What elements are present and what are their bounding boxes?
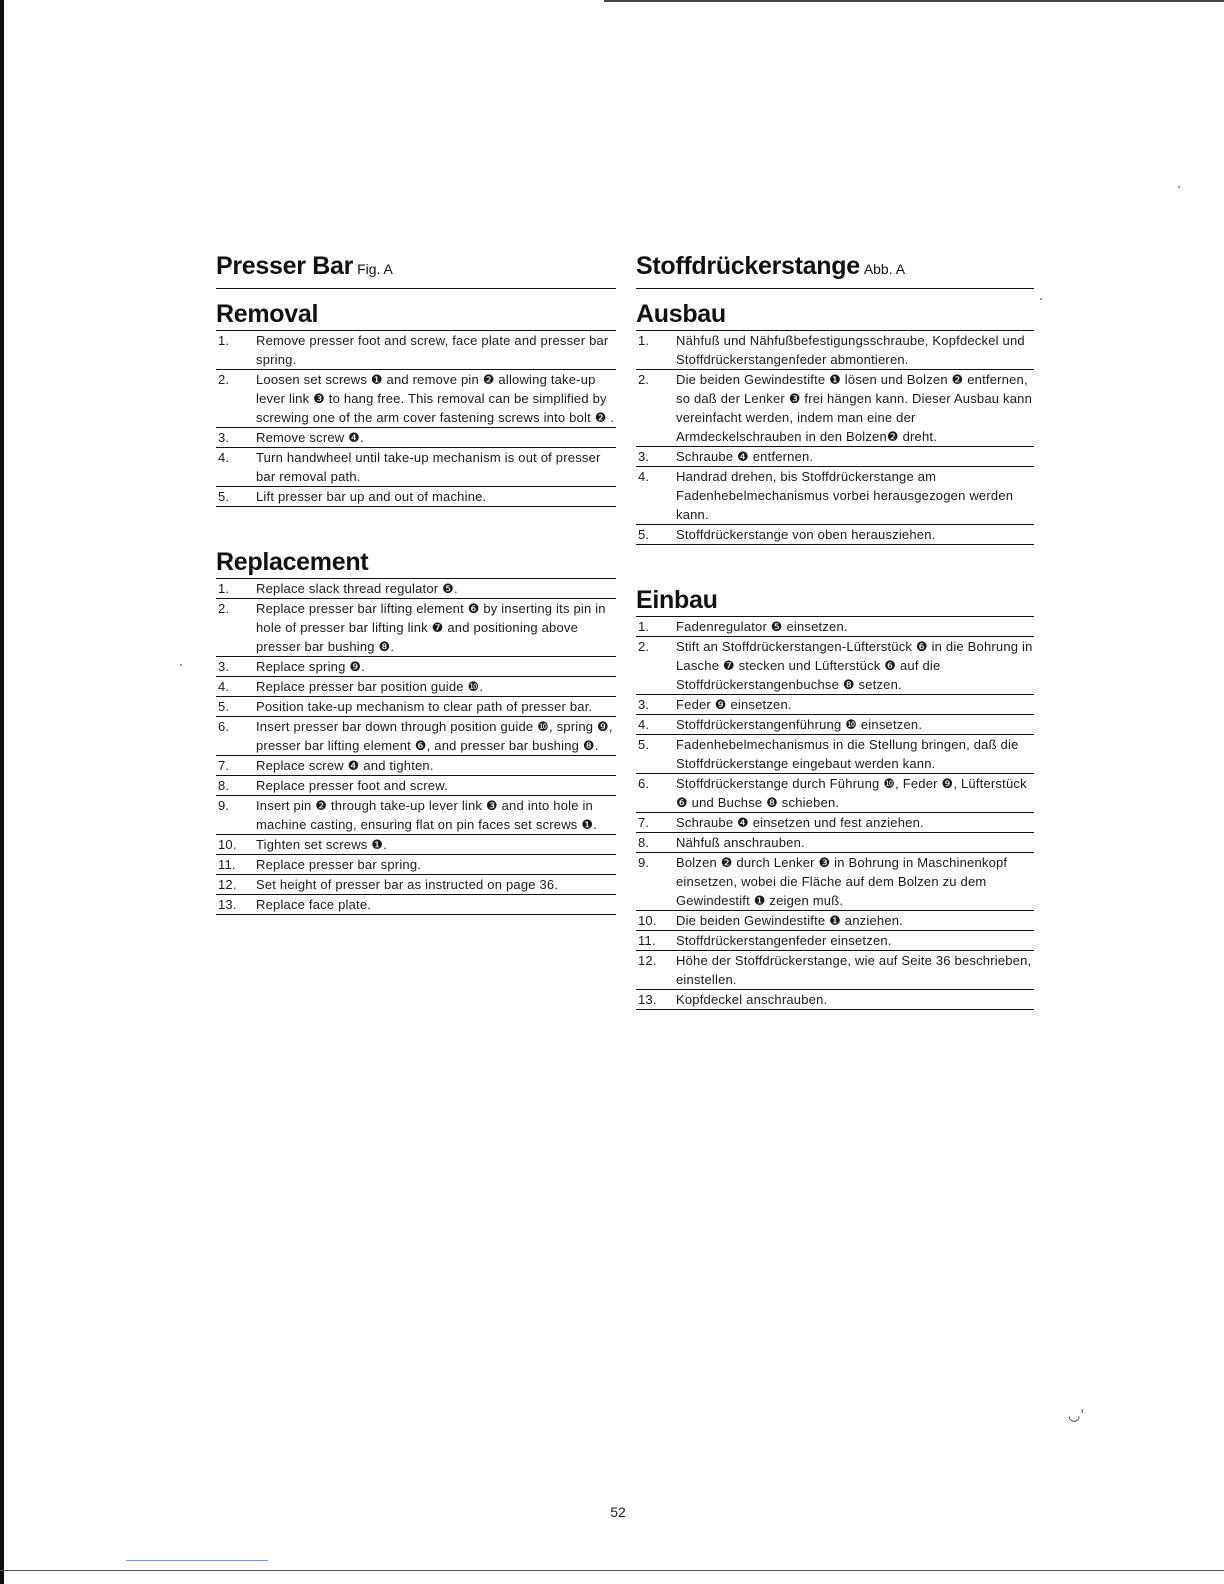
step-text: Feder ❾ einsetzen. (676, 697, 792, 712)
step-text: Replace spring ❾. (256, 659, 365, 674)
step-number: 7. (638, 815, 650, 830)
step-item (636, 951, 1034, 990)
step-text: Replace presser bar lifting element ❻ by inserting its pin in hole of presser bar lifting link ❼ and positioning above presser bar bushing ❽. (256, 601, 606, 654)
step-text: Nähfuß und Nähfußbefestigungsschraube, Kopfdeckel und Stoffdrückerstangenfeder abmontieren. (676, 333, 1025, 367)
step-number: 8. (638, 835, 650, 850)
step-text: Fadenregulator ❺ einsetzen. (676, 619, 848, 634)
step-item (216, 895, 616, 915)
step-item (636, 833, 1034, 853)
step-number: 13. (638, 992, 657, 1007)
step-text: Position take-up mechanism to clear path of presser bar. (256, 699, 593, 714)
step-item (216, 697, 616, 717)
english-figure-ref: Fig. A (357, 261, 393, 277)
step-text: Kopfdeckel anschrauben. (676, 992, 828, 1007)
step-item (636, 467, 1034, 525)
step-text: Replace presser bar position guide ❿. (256, 679, 484, 694)
step-number: 2. (218, 372, 230, 387)
einbau-steps (636, 617, 1034, 1010)
step-text: Turn handwheel until take-up mechanism is out of presser bar removal path. (256, 450, 601, 484)
step-item (216, 756, 616, 776)
step-item (636, 525, 1034, 545)
step-text: Bolzen ❷ durch Lenker ❸ in Bohrung in Maschinenkopf einsetzen, wobei die Fläche auf dem Bolzen zu dem Gewindestift ❶ zeigen muß. (676, 855, 1008, 908)
step-number: 7. (218, 758, 230, 773)
step-item (216, 855, 616, 875)
step-item (636, 695, 1034, 715)
page-number: 52 (610, 1504, 626, 1520)
german-title-row (636, 252, 1034, 289)
step-text: Schraube ❹ einsetzen und fest anziehen. (676, 815, 924, 830)
step-item (636, 990, 1034, 1010)
step-number: 2. (218, 601, 230, 616)
english-title: Presser Bar (216, 252, 354, 280)
step-item (216, 599, 616, 657)
step-number: 4. (638, 469, 650, 484)
step-text: Tighten set screws ❶. (256, 837, 387, 852)
step-text: Remove screw ❹. (256, 430, 364, 445)
step-text: Stift an Stoffdrückerstangen-Lüfterstück ❻ in die Bohrung in Lasche ❼ stecken und Lüfterstück ❻ auf die Stoffdrückerstangenbuchse ❽ setzen. (676, 639, 1033, 692)
step-number: 13. (218, 897, 237, 912)
step-item (216, 776, 616, 796)
german-column (636, 252, 1034, 1010)
step-item (216, 331, 616, 370)
step-text: Handrad drehen, bis Stoffdrückerstange am Fadenhebelmechanismus vorbei herausgezogen werden kann. (676, 469, 1014, 522)
step-number: 5. (638, 527, 650, 542)
step-text: Die beiden Gewindestifte ❶ anziehen. (676, 913, 903, 928)
step-number: 3. (218, 430, 230, 445)
ausbau-steps (636, 331, 1034, 545)
step-text: Set height of presser bar as instructed on page 36. (256, 877, 559, 892)
step-text: Stoffdrückerstangenfeder einsetzen. (676, 933, 892, 948)
step-item (636, 715, 1034, 735)
step-text: Replace presser foot and screw. (256, 778, 448, 793)
step-text: Höhe der Stoffdrückerstange, wie auf Seite 36 beschrieben, einstellen. (676, 953, 1032, 987)
step-number: 8. (218, 778, 230, 793)
replacement-steps (216, 579, 616, 915)
step-number: 1. (638, 619, 650, 634)
scan-speck (1040, 298, 1042, 300)
step-text: Lift presser bar up and out of machine. (256, 489, 487, 504)
step-text: Schraube ❹ entfernen. (676, 449, 814, 464)
step-text: Stoffdrückerstange von oben herausziehen. (676, 527, 936, 542)
step-number: 4. (218, 679, 230, 694)
step-number: 11. (218, 857, 236, 872)
step-number: 2. (638, 372, 650, 387)
step-number: 11. (638, 933, 656, 948)
german-figure-ref: Abb. A (863, 261, 906, 277)
scan-bottom-edge (0, 1570, 1224, 1571)
removal-steps (216, 331, 616, 507)
step-number: 3. (218, 659, 230, 674)
step-number: 10. (638, 913, 657, 928)
step-text: Nähfuß anschrauben. (676, 835, 805, 850)
step-item (216, 677, 616, 697)
step-text: Insert presser bar down through position guide ❿, spring ❾, presser bar lifting element ❻, and presser bar bushing ❽. (256, 719, 613, 753)
scan-speck (180, 664, 182, 666)
step-number: 4. (218, 450, 230, 465)
step-item (216, 796, 616, 835)
step-number: 10. (218, 837, 237, 852)
step-number: 3. (638, 449, 650, 464)
step-number: 1. (638, 333, 650, 348)
scan-top-edge (604, 0, 1224, 2)
scan-corner-mark: ◡ˈ (1068, 1408, 1085, 1424)
step-text: Loosen set screws ❶ and remove pin ❷ allowing take-up lever link ❸ to hang free. This removal can be simplified by screwing one of the arm cover fastening screws into bolt ❷ . (256, 372, 615, 425)
step-item (636, 774, 1034, 813)
step-item (636, 637, 1034, 695)
step-item (636, 370, 1034, 447)
step-number: 3. (638, 697, 650, 712)
step-number: 5. (218, 489, 230, 504)
step-text: Stoffdrückerstangenführung ❿ einsetzen. (676, 717, 923, 732)
step-item (216, 487, 616, 507)
step-item (636, 813, 1034, 833)
step-item (216, 875, 616, 895)
step-number: 9. (638, 855, 650, 870)
step-number: 1. (218, 581, 230, 596)
step-text: Stoffdrückerstange durch Führung ❿, Feder ❾, Lüfterstück ❻ und Buchse ❽ schieben. (676, 776, 1027, 810)
step-text: Remove presser foot and screw, face plate and presser bar spring. (256, 333, 609, 367)
step-number: 4. (638, 717, 650, 732)
step-item (636, 331, 1034, 370)
english-title-row (216, 252, 616, 289)
step-number: 12. (638, 953, 657, 968)
step-item (636, 853, 1034, 911)
step-item (216, 657, 616, 677)
step-number: 1. (218, 333, 230, 348)
step-item (636, 735, 1034, 774)
step-number: 6. (638, 776, 650, 791)
step-number: 5. (638, 737, 650, 752)
step-item (216, 370, 616, 428)
step-number: 5. (218, 699, 230, 714)
step-item (216, 835, 616, 855)
step-item (636, 617, 1034, 637)
scan-left-edge (0, 0, 4, 1584)
step-number: 2. (638, 639, 650, 654)
german-title: Stoffdrückerstange (636, 252, 860, 280)
step-item (216, 448, 616, 487)
step-number: 6. (218, 719, 230, 734)
scan-speck (1178, 186, 1180, 188)
step-item (216, 717, 616, 756)
english-column (216, 252, 616, 915)
step-item (636, 911, 1034, 931)
step-text: Replace slack thread regulator ❺. (256, 581, 458, 596)
einbau-heading: Einbau (636, 587, 1034, 617)
scan-blue-mark (126, 1560, 268, 1561)
step-text: Replace screw ❹ and tighten. (256, 758, 434, 773)
step-text: Insert pin ❷ through take-up lever link ❸ and into hole in machine casting, ensuring flat on pin faces set screws ❶. (256, 798, 597, 832)
step-item (216, 428, 616, 448)
step-text: Replace face plate. (256, 897, 372, 912)
step-item (216, 579, 616, 599)
removal-heading: Removal (216, 301, 616, 331)
step-text: Replace presser bar spring. (256, 857, 422, 872)
step-item (636, 931, 1034, 951)
step-number: 12. (218, 877, 237, 892)
step-number: 9. (218, 798, 230, 813)
ausbau-heading: Ausbau (636, 301, 1034, 331)
step-text: Fadenhebelmechanismus in die Stellung bringen, daß die Stoffdrückerstange eingebaut werden kann. (676, 737, 1019, 771)
replacement-heading: Replacement (216, 549, 616, 579)
step-item (636, 447, 1034, 467)
step-text: Die beiden Gewindestifte ❶ lösen und Bolzen ❷ entfernen, so daß der Lenker ❸ frei hängen kann. Dieser Ausbau kann vereinfacht werden, indem man eine der Armdeckelschrauben in den Bolzen❷ dreht. (676, 372, 1033, 444)
